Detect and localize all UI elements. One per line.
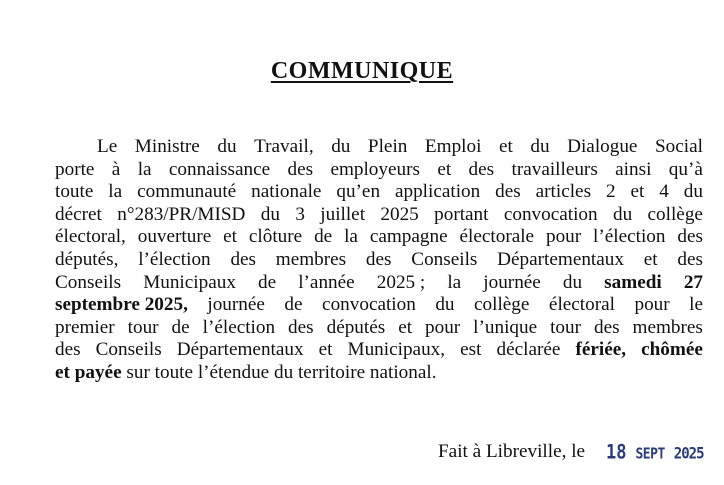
body-line xyxy=(55,249,703,272)
stamp-month: SEPT xyxy=(635,445,665,463)
body-word: du xyxy=(260,203,280,225)
body-word: est xyxy=(460,339,482,361)
body-word: Conseils xyxy=(55,271,122,293)
body-word: n°283/PR/MISD xyxy=(117,203,246,225)
body-line xyxy=(55,136,703,159)
date-stamp xyxy=(606,441,704,464)
body-word: ainsi xyxy=(615,158,652,180)
body-word: du xyxy=(217,136,237,157)
body-word: 4 xyxy=(659,181,669,203)
body-word: nationale xyxy=(251,181,322,203)
body-word: qu’à xyxy=(668,158,703,180)
body-word: et xyxy=(630,181,645,203)
body-word: 2 xyxy=(605,181,616,203)
body-line xyxy=(55,362,703,385)
body-line xyxy=(55,204,703,227)
body-word: Départementaux xyxy=(497,248,624,270)
body-word: députés, xyxy=(55,248,119,270)
body-word: communauté xyxy=(137,181,237,203)
body-word: journée xyxy=(483,271,541,293)
body-word: Conseils xyxy=(95,339,162,361)
body-word: tour xyxy=(550,316,581,338)
body-word: du xyxy=(562,271,583,293)
body-word: déclarée xyxy=(496,339,561,361)
body-word: Conseils xyxy=(411,248,478,270)
body-word: et xyxy=(318,339,333,361)
signoff-place: Fait à Libreville, le xyxy=(438,441,586,462)
body-word: des xyxy=(593,316,620,338)
body-word: de xyxy=(258,271,277,293)
body-word: la xyxy=(447,271,462,293)
body-word: sur toute l’étendue du territoire national. xyxy=(126,361,437,383)
body-word: et xyxy=(643,248,658,270)
body-word: l’année xyxy=(298,271,355,293)
body-word: collège xyxy=(474,294,530,316)
body-word: et xyxy=(223,226,238,248)
body-word: premier xyxy=(55,316,115,338)
body-word: articles xyxy=(535,181,592,203)
body-word: la xyxy=(344,226,358,248)
body-line xyxy=(55,226,703,249)
body-word: samedi xyxy=(604,271,662,293)
body-word: 2025 xyxy=(380,203,419,225)
communique-body xyxy=(55,136,703,385)
body-word: des xyxy=(287,158,314,180)
body-word: des xyxy=(677,248,703,270)
body-word: des xyxy=(677,226,703,248)
body-word: toute xyxy=(55,181,94,203)
body-word: juillet xyxy=(320,203,366,225)
body-word: de xyxy=(171,316,190,338)
body-word: convocation xyxy=(322,294,416,316)
body-word: du xyxy=(683,181,703,203)
body-word: décret xyxy=(55,203,102,225)
body-word: 2025 ; xyxy=(376,271,426,293)
body-word: électorale xyxy=(459,226,535,248)
stamp-day: 18 xyxy=(606,441,627,464)
body-word: Municipaux xyxy=(143,271,236,293)
body-word: pour xyxy=(634,294,670,316)
body-word: tour xyxy=(127,316,159,338)
body-word: et payée xyxy=(55,361,122,383)
body-word: pour xyxy=(425,316,461,338)
body-word: et xyxy=(437,158,452,180)
body-word: membres xyxy=(632,316,703,338)
body-word: 3 xyxy=(295,203,305,225)
body-word: l’unique xyxy=(473,316,538,338)
body-word: application xyxy=(394,181,481,203)
body-line xyxy=(55,181,703,204)
body-word: l’élection xyxy=(202,316,276,338)
body-word: du xyxy=(435,294,455,316)
body-word: Municipaux, xyxy=(347,339,446,361)
body-word: journée xyxy=(207,294,265,316)
body-word: Le xyxy=(97,136,118,157)
body-word: du xyxy=(331,136,351,157)
body-word: des xyxy=(495,181,521,203)
body-line xyxy=(55,317,703,340)
body-word: qu’en xyxy=(336,181,381,203)
body-word: Plein xyxy=(367,136,408,157)
body-word: de xyxy=(284,294,303,316)
body-word: septembre 2025, xyxy=(55,294,188,316)
body-word: du xyxy=(530,136,550,157)
body-word: du xyxy=(612,203,633,225)
body-word: fériée, xyxy=(575,339,627,361)
body-line xyxy=(55,159,703,182)
body-word: chômée xyxy=(641,339,703,361)
body-word: la xyxy=(137,158,152,180)
body-line xyxy=(55,272,703,295)
body-word: à xyxy=(111,158,121,180)
body-word: et xyxy=(498,136,513,157)
body-word: Dialogue xyxy=(567,136,638,157)
body-word: Social xyxy=(655,136,703,157)
body-line xyxy=(55,339,703,362)
body-line xyxy=(55,294,703,317)
body-word: Travail, xyxy=(254,136,314,157)
body-word: le xyxy=(689,294,703,316)
body-word: des xyxy=(365,248,392,270)
body-word: électoral xyxy=(548,294,615,316)
body-word: l’élection xyxy=(138,248,211,270)
body-word: connaissance xyxy=(168,158,271,180)
body-word: pour xyxy=(545,226,582,248)
body-word: Emploi xyxy=(424,136,482,157)
body-word: 27 xyxy=(683,271,703,293)
body-word: ouverture xyxy=(137,226,212,248)
body-word: clôture xyxy=(248,226,303,248)
body-word: des xyxy=(288,316,314,338)
document-title: COMMUNIQUE xyxy=(270,58,454,84)
body-word: électoral, xyxy=(55,226,126,248)
body-word: Départementaux xyxy=(176,339,304,361)
body-word: membres xyxy=(275,248,347,270)
body-word: des xyxy=(468,158,495,180)
body-word: l’élection xyxy=(593,226,666,248)
stamp-year: 2025 xyxy=(673,444,704,463)
body-word: députés xyxy=(326,316,386,338)
body-word: portant xyxy=(434,203,489,225)
body-word: des xyxy=(55,339,81,361)
body-word: de xyxy=(314,226,333,248)
body-word: et xyxy=(398,316,413,338)
body-word: Ministre xyxy=(134,136,200,157)
body-word: campagne xyxy=(369,226,448,248)
body-word: porte xyxy=(55,158,95,180)
body-word: travailleurs xyxy=(511,158,598,180)
body-word: employeurs xyxy=(330,158,420,180)
body-word: collège xyxy=(647,203,703,225)
body-word: convocation xyxy=(503,203,598,225)
body-word: des xyxy=(230,248,257,270)
body-word: la xyxy=(108,181,123,203)
